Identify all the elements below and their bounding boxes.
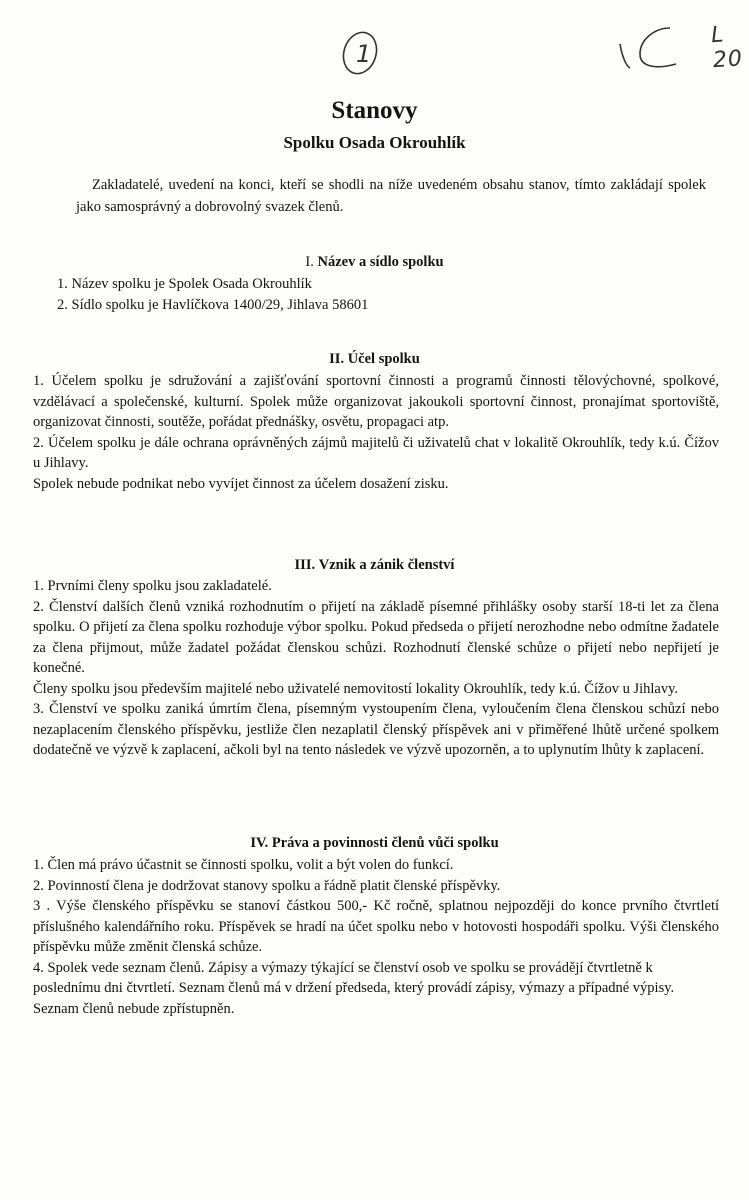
section-2-paragraph-2: 2. Účelem spolku je dále ochrana oprávněných zájmů majitelů či uživatelů chat v lokalitě Okrouhlík, tedy k.ú. Čížov u Jihlavy.: [33, 434, 719, 471]
section-1-item-2: 2. Sídlo spolku je Havlíčkova 1400/29, Jihlava 58601: [57, 297, 369, 313]
section-1-list: [57, 274, 368, 316]
section-3-paragraph-2: 2. Členství dalších členů vzniká rozhodnutím o přijetí na základě písemné přihlášky osoby starší 18-ti let za člena spolku. O přijetí za člena spolku rozhoduje výbor spolku. Pokud předseda o přijetí nerozhodne nebo odmítne žadatele za člena přijmout, může žadatel požádat členskou schůzi. Rozhodnutí členské schůze o přijetí nebo nepřijetí je konečné.: [33, 598, 719, 676]
document-subtitle: Spolku Osada Okrouhlík: [283, 133, 466, 152]
section-3-number: III.: [294, 557, 316, 573]
section-3-body: [33, 576, 719, 761]
section-4-paragraph-2: 2. Povinností člena je dodržovat stanovy spolku a řádně platit členské příspěvky.: [33, 877, 501, 894]
section-4-paragraph-3: 3 . Výše členského příspěvku se stanoví částkou 500,- Kč ročně, splatnou nejpozději do konce prvního čtvrtletí příslušného kalendářního roku. Příspěvek se hradí na účet spolku nebo v hotovosti hospodáři spolku. Výši členského příspěvku může změnit členská schůze.: [33, 898, 719, 955]
circle-mark-icon: [336, 24, 384, 80]
section-3-paragraph-4: 3. Členství ve spolku zaniká úmrtím člena, písemným vystoupením člena, vyloučením člena členskou schůzí nebo nezaplacením členského příspěvku, jestliže člen nezaplatil členský příspěvek ani v přiměřené lhůtě určené spolkem dodatečně ve výzvě k zaplacení, ačkoli byl na tento následek ve výzvě upozorněn, a to uplynutím lhůty k zaplacení.: [33, 701, 719, 758]
section-4-paragraph-4: 4. Spolek vede seznam členů. Zápisy a výmazy týkající se členství osob ve spolku se provádějí čtvrtletně k poslednímu dni čtvrtletí. Seznam členů má v držení předseda, který provádí zápisy, výmazy a případné výpisy. Seznam členů nebude zpřístupněn.: [33, 959, 675, 1017]
section-3-title: Vznik a zánik členství: [318, 557, 455, 573]
section-2-body: [33, 371, 719, 494]
handwritten-circled-number: [336, 24, 384, 80]
section-4-heading: [0, 835, 749, 852]
circled-number-text: 1: [356, 40, 372, 68]
handwritten-corner-code: L 20: [710, 22, 744, 74]
section-2-heading: [0, 351, 749, 368]
intro-paragraph: Zakladatelé, uvedení na konci, kteří se shodli na níže uvedeném obsahu stanov, tímto zakládají spolek jako samosprávný a dobrovolný svazek členů.: [76, 177, 706, 215]
document-title: Stanovy: [331, 97, 418, 124]
handwritten-check-mark: [614, 18, 694, 82]
section-2-number: II.: [329, 351, 345, 367]
section-4-body: [33, 855, 719, 1019]
section-2-paragraph-1: 1. Účelem spolku je sdružování a zajišťování sportovní činnosti a programů činnosti tělovýchovné, spolkové, vzdělávací a společenské, kulturní. Spolek může organizovat jakoukoli sportovní činnost, pronajímat sportoviště, organizovat činnosti, soutěže, pořádat přednášky, osvětu, propagaci atp.: [33, 373, 719, 430]
section-2-paragraph-3: Spolek nebude podnikat nebo vyvíjet činnost za účelem dosažení zisku.: [33, 475, 449, 492]
section-3-heading: [0, 557, 749, 574]
section-1-title: Název a sídlo spolku: [317, 254, 444, 270]
section-1-number: I.: [305, 254, 314, 270]
section-1-item-1: 1. Název spolku je Spolek Osada Okrouhlík: [57, 276, 312, 292]
check-mark-icon: [614, 18, 694, 82]
section-4-number: IV.: [250, 835, 269, 851]
section-4-title: Práva a povinnosti členů vůči spolku: [271, 835, 499, 851]
section-2-title: Účel spolku: [347, 351, 420, 367]
section-3-paragraph-3: Členy spolku jsou především majitelé nebo uživatelé nemovitostí lokality Okrouhlík, tedy k.ú. Čížov u Jihlavy.: [33, 680, 679, 697]
section-4-paragraph-1: 1. Člen má právo účastnit se činnosti spolku, volit a být volen do funkcí.: [33, 857, 454, 873]
section-1-heading: [0, 254, 749, 271]
section-3-paragraph-1: 1. Prvními členy spolku jsou zakladatelé.: [33, 578, 272, 594]
